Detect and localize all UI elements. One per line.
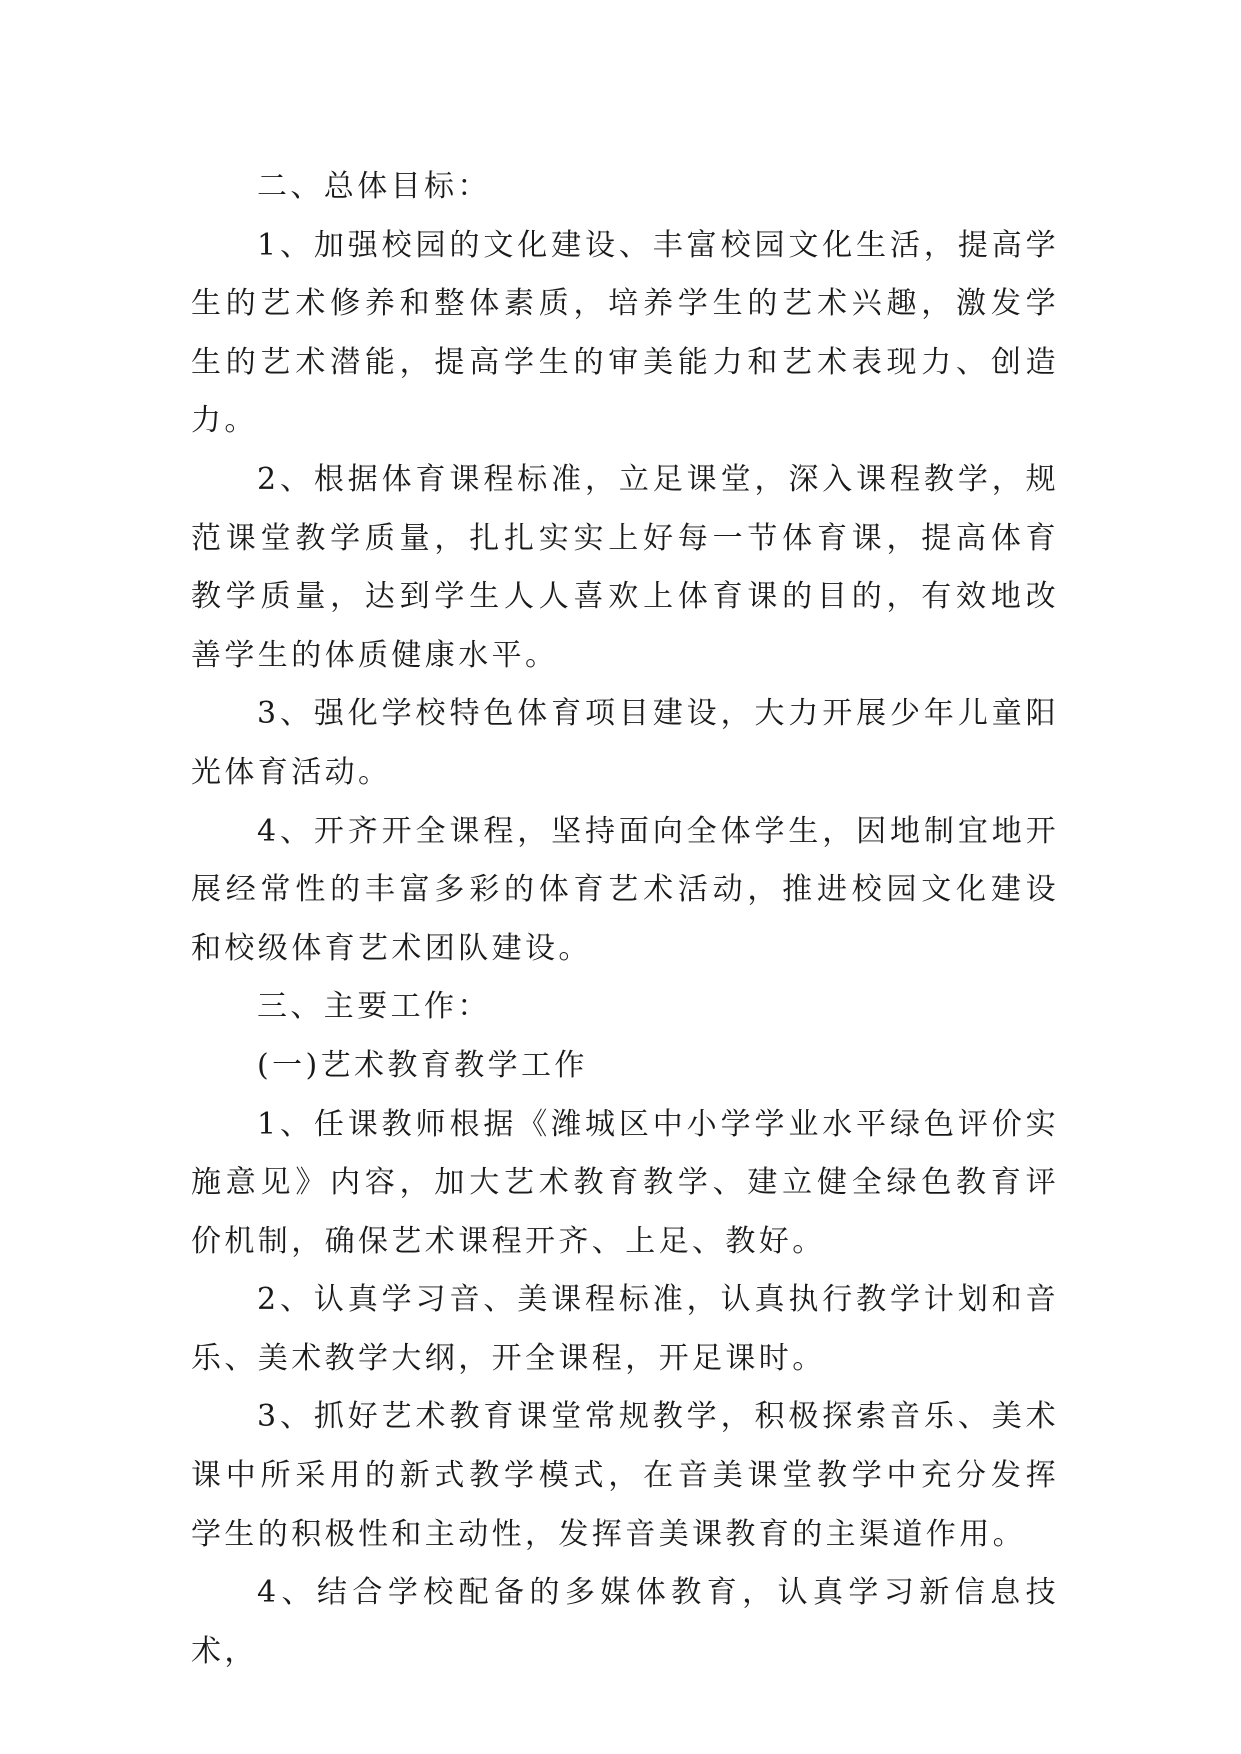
work-item-2: 2、认真学习音、美课程标准，认真执行教学计划和音乐、美术教学大纲，开全课程，开足课时。 <box>191 1282 1059 1376</box>
heading-overall-goals: 二、总体目标： <box>257 169 491 204</box>
subheading-art-education: (一)艺术教育教学工作 <box>257 1047 588 1083</box>
goal-item-1: 1、加强校园的文化建设、丰富校园文化生活，提高学生的艺术修养和整体素质，培养学生的艺术兴趣，激发学生的艺术潜能，提高学生的审美能力和艺术表现力、创造力。 <box>191 227 1059 439</box>
work-item-4: 4、结合学校配备的多媒体教育，认真学习新信息技术， <box>191 1575 1059 1669</box>
goal-item-3: 3、强化学校特色体育项目建设，大力开展少年儿童阳光体育活动。 <box>191 696 1059 790</box>
goal-item-4: 4、开齐开全课程，坚持面向全体学生，因地制宜地开展经常性的丰富多彩的体育艺术活动，推进校园文化建设和校级体育艺术团队建设。 <box>191 813 1059 966</box>
work-item-3: 3、抓好艺术教育课堂常规教学，积极探索音乐、美术课中所采用的新式教学模式，在音美课堂教学中充分发挥学生的积极性和主动性，发挥音美课教育的主渠道作用。 <box>191 1399 1059 1552</box>
work-item-1: 1、任课教师根据《潍城区中小学学业水平绿色评价实施意见》内容，加大艺术教育教学、建立健全绿色教育评价机制，确保艺术课程开齐、上足、教好。 <box>191 1106 1059 1259</box>
goal-item-2: 2、根据体育课程标准，立足课堂，深入课程教学，规范课堂教学质量，扎扎实实上好每一节体育课，提高体育教学质量，达到学生人人喜欢上体育课的目的，有效地改善学生的体质健康水平。 <box>191 461 1059 673</box>
document-page <box>191 158 1059 1681</box>
heading-main-work: 三、主要工作： <box>257 989 491 1025</box>
